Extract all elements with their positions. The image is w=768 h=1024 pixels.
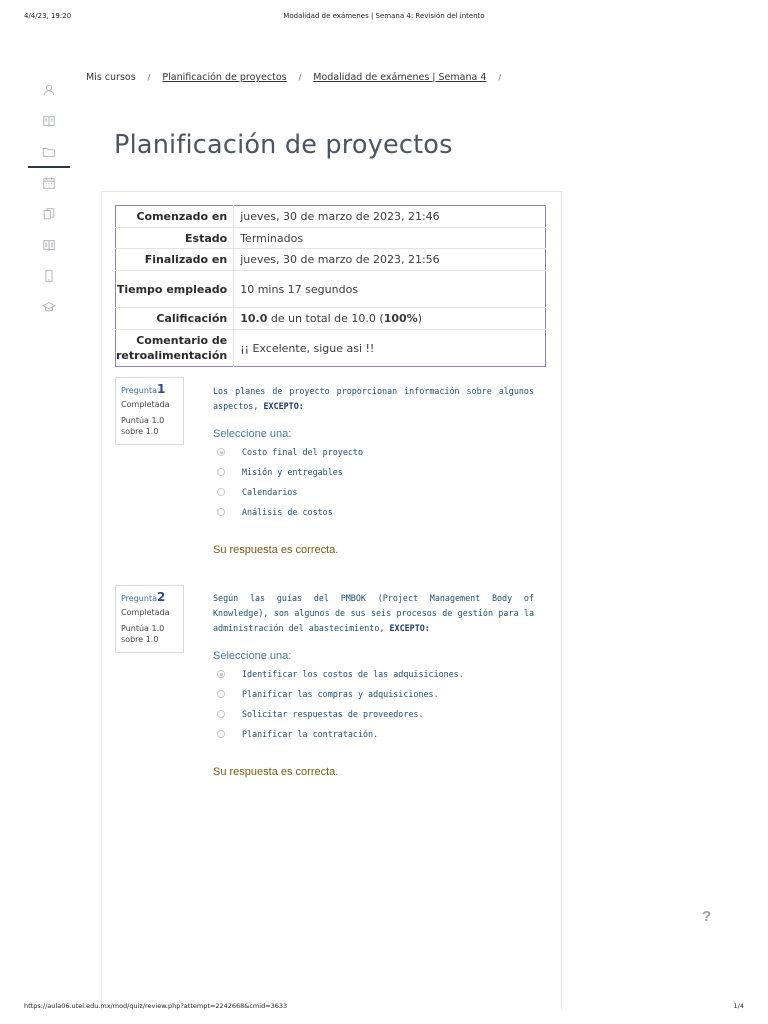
summary-row-finished [116,249,546,271]
breadcrumb-separator: / [147,73,151,82]
question-number: 1 [156,382,166,396]
grade-score: 10.0 [240,312,268,325]
summary-value: jueves, 30 de marzo de 2023, 21:56 [234,249,546,271]
user-icon [42,83,56,97]
answer-option[interactable] [213,442,534,462]
answer-label: Análisis de costos [242,507,333,517]
attempt-summary-table [115,205,546,367]
question-label: Pregunta [121,594,157,603]
calendar-icon [42,176,56,190]
summary-row-feedback [116,330,546,367]
question-content-2 [213,591,534,778]
summary-value: Terminados [234,228,546,249]
answer-prompt: Seleccione una: [213,428,292,440]
summary-value: ¡¡ Excelente, sigue asi !! [240,341,375,355]
summary-label: Estado [116,228,234,249]
question-text-body: Los planes de proyecto proporcionan información sobre algunos aspectos, [213,386,534,411]
question-info-1 [115,377,184,445]
breadcrumb-my-courses[interactable]: Mis cursos [86,72,136,83]
question-number: 2 [156,590,166,604]
radio-selected[interactable] [217,448,225,456]
question-text [213,384,534,414]
print-title: Modalidad de exámenes | Semana 4: Revisión del intento [283,12,485,20]
summary-value: 10 mins 17 segundos [234,271,546,308]
answer-option[interactable] [213,684,534,704]
summary-row-grade [116,308,546,330]
grade-percent: 100% [383,312,418,325]
answer-option[interactable] [213,482,534,502]
radio-button[interactable] [217,488,225,496]
folder-icon [42,145,56,159]
answer-feedback: Su respuesta es correcta. [213,766,339,778]
summary-row-time-taken [116,271,546,308]
print-url: https://aula06.utel.edu.mx/mod/quiz/review.php?attempt=2242668&cmid=3633 [24,1002,288,1010]
sidebar-item-files[interactable] [28,136,70,167]
answer-option[interactable] [213,502,534,522]
breadcrumb [86,72,513,83]
question-state: Completada [121,400,170,409]
summary-label: Calificación [116,308,234,330]
question-text-body: Según las guías del PMBOK (Project Management Body of Knowledge), son algunos de sus seis procesos de gestión para la administración del abastecimiento, [213,593,534,633]
radio-button[interactable] [217,468,225,476]
book-open-icon [42,238,56,252]
question-info-2 [115,585,184,653]
graduation-cap-icon [42,300,56,314]
breadcrumb-separator: / [298,73,302,82]
breadcrumb-course[interactable]: Planificación de proyectos [162,72,287,83]
print-footer [24,1002,744,1014]
answer-label: Costo final del proyecto [242,447,364,457]
radio-button[interactable] [217,710,225,718]
answer-option[interactable] [213,462,534,482]
question-grade: Puntúa 1.0 sobre 1.0 [121,624,165,644]
question-state: Completada [121,608,170,617]
answer-label: Solicitar respuestas de proveedores. [242,709,424,719]
sidebar-nav [28,74,70,322]
sidebar-item-profile[interactable] [28,74,70,105]
question-text-emphasis: EXCEPTO: [389,623,430,633]
summary-label: Comenzado en [116,206,234,228]
radio-button[interactable] [217,730,225,738]
breadcrumb-separator: / [498,73,502,82]
answer-option[interactable] [213,704,534,724]
summary-label: Finalizado en [116,249,234,271]
grade-total: de un total de 10.0 ( [267,312,384,325]
summary-row-state [116,228,546,249]
summary-label: Comentario de retroalimentación [116,330,234,367]
sidebar-item-academic[interactable] [28,291,70,322]
print-date: 4/4/23, 19:20 [24,12,72,20]
grade-close: ) [417,312,422,325]
answer-label: Planificar las compras y adquisiciones. [242,689,439,699]
answer-option[interactable] [213,664,534,684]
radio-button[interactable] [217,690,225,698]
answer-options [213,442,534,522]
question-text-emphasis: EXCEPTO: [263,401,304,411]
answer-options [213,664,534,744]
help-icon[interactable]: ? [702,908,712,925]
answer-label: Identificar los costos de las adquisiciones. [242,669,464,679]
radio-selected[interactable] [217,670,225,678]
breadcrumb-quiz[interactable]: Modalidad de exámenes | Semana 4 [313,72,487,83]
mobile-icon [42,269,56,283]
summary-row-started [116,206,546,228]
copy-icon [42,207,56,221]
sidebar-item-mobile[interactable] [28,260,70,291]
question-grade: Puntúa 1.0 sobre 1.0 [121,416,165,436]
sidebar-item-library[interactable] [28,229,70,260]
summary-label: Tiempo empleado [116,271,234,308]
radio-button[interactable] [217,508,225,516]
question-content-1 [213,384,534,556]
question-text [213,591,534,636]
sidebar-item-calendar[interactable] [28,167,70,198]
answer-label: Calendarios [242,487,298,497]
book-icon [42,114,56,128]
summary-value: jueves, 30 de marzo de 2023, 21:46 [234,206,546,228]
question-label: Pregunta [121,386,157,395]
sidebar-item-documents[interactable] [28,198,70,229]
answer-feedback: Su respuesta es correcta. [213,544,339,556]
page-title: Planificación de proyectos [114,130,453,160]
sidebar-item-courses[interactable] [28,105,70,136]
answer-label: Misión y entregables [242,467,343,477]
summary-value [234,308,546,330]
answer-option[interactable] [213,724,534,744]
answer-prompt: Seleccione una: [213,650,292,662]
print-page-number: 1/4 [733,1002,744,1010]
answer-label: Planificar la contratación. [242,729,379,739]
print-header [24,12,744,24]
